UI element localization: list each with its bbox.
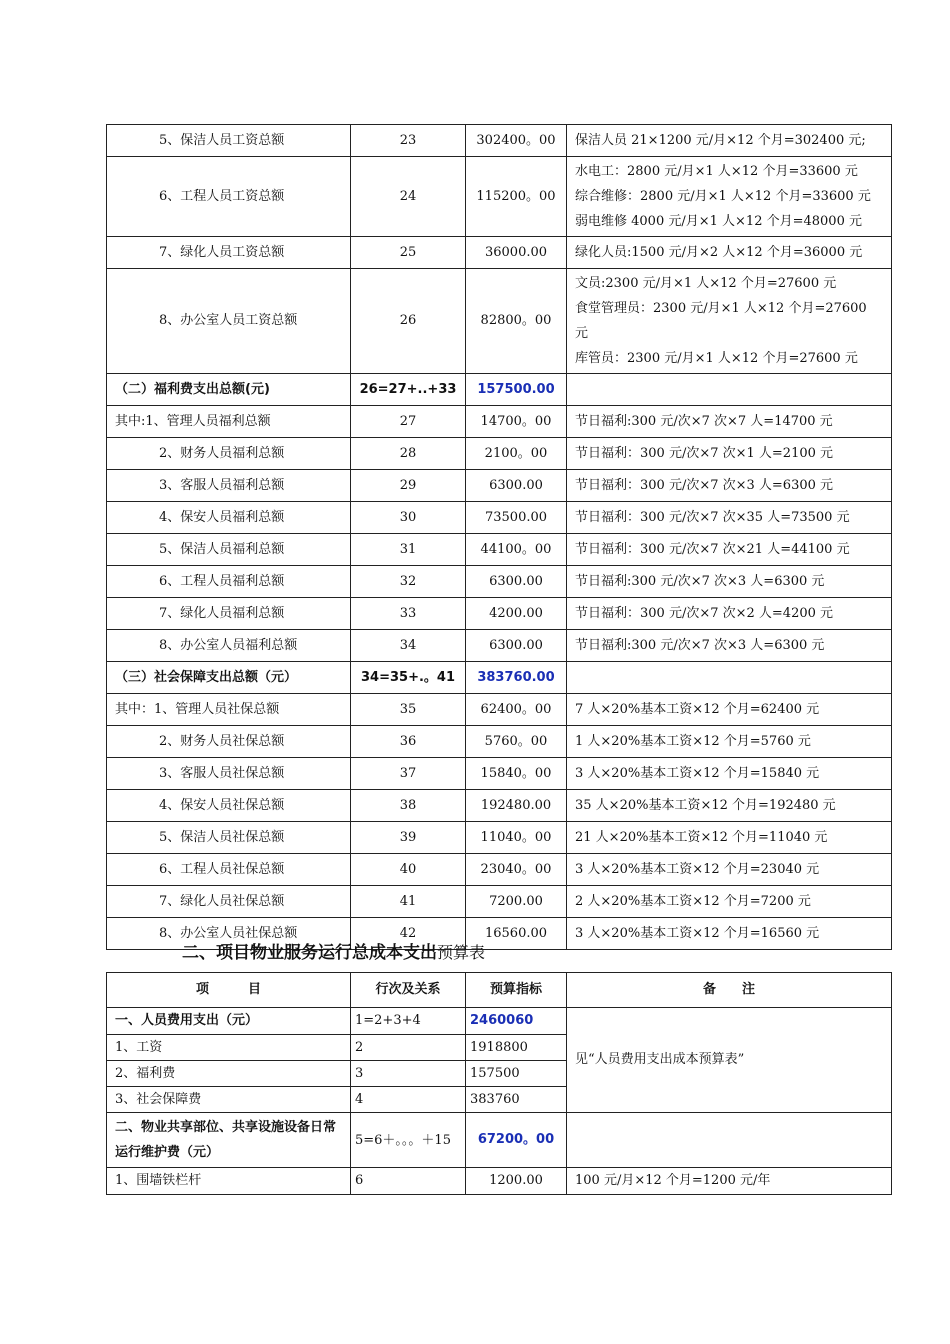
note-line: 节日福利：300 元/次×7 次×35 人=73500 元	[575, 509, 850, 525]
note-line: 保洁人员 21×1200 元/月×12 个月=302400 元;	[575, 132, 866, 148]
row-idx: 41	[351, 886, 466, 918]
table-row	[107, 406, 892, 438]
row-note: 100 元/月×12 个月=1200 元/年	[567, 1168, 892, 1195]
table-row	[107, 534, 892, 566]
table-row	[107, 822, 892, 854]
row-note	[567, 566, 892, 598]
table-row	[107, 374, 892, 406]
row-idx: 36	[351, 726, 466, 758]
row-value: 157500.00	[466, 374, 567, 406]
table-row	[107, 438, 892, 470]
note-line: 节日福利：300 元/次×7 次×1 人=2100 元	[575, 445, 834, 461]
note-line: 水电工：2800 元/月×1 人×12 个月=33600 元	[575, 164, 858, 179]
row-idx: 31	[351, 534, 466, 566]
table-row	[107, 237, 892, 269]
row-value: 16560.00	[466, 918, 567, 950]
row-note	[567, 406, 892, 438]
table-row	[107, 157, 892, 237]
row-value: 11040。00	[466, 822, 567, 854]
row-note	[567, 237, 892, 269]
row-name: （三）社会保障支出总额（元）	[107, 662, 351, 694]
note-line: 节日福利:300 元/次×7 次×3 人=6300 元	[575, 573, 825, 589]
row-idx: 38	[351, 790, 466, 822]
note-line: 21 人×20%基本工资×12 个月=11040 元	[575, 829, 828, 845]
table-row	[107, 758, 892, 790]
row-value: 5760。00	[466, 726, 567, 758]
row-value: 4200.00	[466, 598, 567, 630]
table-row	[107, 125, 892, 157]
row-note	[567, 790, 892, 822]
row-name: 4、保安人员福利总额	[107, 502, 351, 534]
row-name: 5、保洁人员福利总额	[107, 534, 351, 566]
row-name: 6、工程人员工资总额	[107, 157, 351, 237]
table-row	[107, 502, 892, 534]
row-note	[567, 630, 892, 662]
row-note	[567, 470, 892, 502]
row-note	[567, 662, 892, 694]
row-idx: 37	[351, 758, 466, 790]
row-value: 2100。00	[466, 438, 567, 470]
note-line: 3 人×20%基本工资×12 个月=15840 元	[575, 765, 820, 781]
note-line: 35 人×20%基本工资×12 个月=192480 元	[575, 797, 836, 813]
note-line: 节日福利:300 元/次×7 次×3 人=6300 元	[575, 637, 825, 653]
note-line: 节日福利：300 元/次×7 次×2 人=4200 元	[575, 605, 834, 621]
row-note	[567, 438, 892, 470]
row-value: 115200。00	[466, 157, 567, 237]
header-item: 项 目	[107, 973, 351, 1008]
row-name: 8、办公室人员福利总额	[107, 630, 351, 662]
row-note	[567, 918, 892, 950]
header-note: 备 注	[567, 973, 892, 1008]
row-idx: 42	[351, 918, 466, 950]
personnel-cost-table	[106, 124, 892, 950]
row-idx: 27	[351, 406, 466, 438]
row-value: 73500.00	[466, 502, 567, 534]
row-name: 6、工程人员福利总额	[107, 566, 351, 598]
row-value: 15840。00	[466, 758, 567, 790]
note-line: 元	[575, 326, 589, 341]
row-name: 8、办公室人员工资总额	[107, 269, 351, 374]
note-line: 绿化人员:1500 元/月×2 人×12 个月=36000 元	[575, 244, 863, 260]
table-row	[107, 886, 892, 918]
table-row	[107, 854, 892, 886]
row-idx: 35	[351, 694, 466, 726]
row-value: 62400。00	[466, 694, 567, 726]
row-note	[567, 758, 892, 790]
row-value: 82800。00	[466, 269, 567, 374]
row-name: 2、福利费	[107, 1061, 351, 1087]
row-idx: 34	[351, 630, 466, 662]
table-header-row	[107, 973, 892, 1008]
row-idx: 5=6＋。。。＋15	[351, 1113, 466, 1168]
row-idx: 2	[351, 1035, 466, 1061]
row-idx: 28	[351, 438, 466, 470]
row-note	[567, 125, 892, 157]
row-name: （二）福利费支出总额(元)	[107, 374, 351, 406]
header-idx: 行次及关系	[351, 973, 466, 1008]
table-row	[107, 1008, 892, 1035]
row-idx: 23	[351, 125, 466, 157]
row-idx: 26=27+..+33	[351, 374, 466, 406]
row-value: 6300.00	[466, 566, 567, 598]
row-note	[567, 854, 892, 886]
note-line: 3 人×20%基本工资×12 个月=16560 元	[575, 925, 820, 941]
note-line: 3 人×20%基本工资×12 个月=23040 元	[575, 861, 820, 877]
row-note	[567, 157, 892, 237]
row-note	[567, 886, 892, 918]
row-idx: 25	[351, 237, 466, 269]
row-name: 8、办公室人员社保总额	[107, 918, 351, 950]
row-note	[567, 822, 892, 854]
row-note	[567, 726, 892, 758]
note-line: 7 人×20%基本工资×12 个月=62400 元	[575, 701, 820, 717]
row-val: 1200.00	[466, 1168, 567, 1195]
row-value: 192480.00	[466, 790, 567, 822]
table-row	[107, 1168, 892, 1195]
row-name: 其中:1、管理人员福利总额	[107, 406, 351, 438]
row-idx: 34=35+.。41	[351, 662, 466, 694]
row-value: 44100。00	[466, 534, 567, 566]
row-note	[567, 374, 892, 406]
row-idx: 1=2+3+4	[351, 1008, 466, 1035]
note-line: 1 人×20%基本工资×12 个月=5760 元	[575, 733, 811, 749]
row-idx: 30	[351, 502, 466, 534]
table-row	[107, 269, 892, 374]
note-line: 弱电维修 4000 元/月×1 人×12 个月=48000 元	[575, 214, 862, 229]
row-name: 7、绿化人员福利总额	[107, 598, 351, 630]
row-value: 14700。00	[466, 406, 567, 438]
row-name: 4、保安人员社保总额	[107, 790, 351, 822]
row-name: 7、绿化人员社保总额	[107, 886, 351, 918]
row-value: 23040。00	[466, 854, 567, 886]
row-name: 其中：1、管理人员社保总额	[107, 694, 351, 726]
section-title	[182, 938, 485, 963]
row-idx: 24	[351, 157, 466, 237]
row-val: 2460060	[466, 1008, 567, 1035]
table-row	[107, 790, 892, 822]
total-cost-budget-table	[106, 972, 892, 1195]
row-name: 2、财务人员社保总额	[107, 726, 351, 758]
row-val: 383760	[466, 1087, 567, 1113]
row-note	[567, 598, 892, 630]
note-line: 库管员：2300 元/月×1 人×12 个月=27600 元	[575, 351, 858, 366]
section-title-suffix: 预算表	[437, 943, 486, 962]
row-idx: 32	[351, 566, 466, 598]
note-line: 节日福利：300 元/次×7 次×3 人=6300 元	[575, 477, 834, 493]
row-value: 36000.00	[466, 237, 567, 269]
table-row	[107, 694, 892, 726]
row-value: 302400。00	[466, 125, 567, 157]
row-name: 1、围墙铁栏杆	[107, 1168, 351, 1195]
row-idx: 4	[351, 1087, 466, 1113]
row-idx: 40	[351, 854, 466, 886]
section-title-main: 二、项目物业服务运行总成本支出	[182, 943, 437, 963]
table-row	[107, 630, 892, 662]
table-row	[107, 566, 892, 598]
note-line: 文员:2300 元/月×1 人×12 个月=27600 元	[575, 276, 837, 291]
row-idx: 6	[351, 1168, 466, 1195]
row-note	[567, 534, 892, 566]
row-name: 5、保洁人员工资总额	[107, 125, 351, 157]
row-val: 1918800	[466, 1035, 567, 1061]
row-name: 3、客服人员社保总额	[107, 758, 351, 790]
table-row	[107, 726, 892, 758]
row-value: 7200.00	[466, 886, 567, 918]
row-note	[567, 694, 892, 726]
row-name: 1、工资	[107, 1035, 351, 1061]
table-row	[107, 662, 892, 694]
row-value: 6300.00	[466, 630, 567, 662]
table-row	[107, 598, 892, 630]
table-row	[107, 1113, 892, 1168]
note-line: 综合维修：2800 元/月×1 人×12 个月=33600 元	[575, 189, 871, 204]
row-note	[567, 502, 892, 534]
row-name: 3、社会保障费	[107, 1087, 351, 1113]
merged-note: 见“人员费用支出成本预算表”	[567, 1008, 892, 1113]
row-idx: 29	[351, 470, 466, 502]
row-name: 6、工程人员社保总额	[107, 854, 351, 886]
row-name: 3、客服人员福利总额	[107, 470, 351, 502]
row-idx: 26	[351, 269, 466, 374]
row-name: 二、物业共享部位、共享设施设备日常运行维护费（元）	[107, 1113, 351, 1168]
row-idx: 33	[351, 598, 466, 630]
row-val: 157500	[466, 1061, 567, 1087]
row-value: 6300.00	[466, 470, 567, 502]
row-idx: 3	[351, 1061, 466, 1087]
note-line: 节日福利:300 元/次×7 次×7 人=14700 元	[575, 413, 833, 429]
row-note	[567, 1113, 892, 1168]
row-name: 7、绿化人员工资总额	[107, 237, 351, 269]
row-value: 383760.00	[466, 662, 567, 694]
row-val: 67200。00	[466, 1113, 567, 1168]
table-row	[107, 470, 892, 502]
note-line: 食堂管理员：2300 元/月×1 人×12 个月=27600	[575, 301, 867, 316]
header-val: 预算指标	[466, 973, 567, 1008]
row-name: 一、人员费用支出（元）	[107, 1008, 351, 1035]
row-name: 5、保洁人员社保总额	[107, 822, 351, 854]
row-note	[567, 269, 892, 374]
row-idx: 39	[351, 822, 466, 854]
row-name: 2、财务人员福利总额	[107, 438, 351, 470]
note-line: 节日福利：300 元/次×7 次×21 人=44100 元	[575, 541, 850, 557]
note-line: 2 人×20%基本工资×12 个月=7200 元	[575, 893, 811, 909]
